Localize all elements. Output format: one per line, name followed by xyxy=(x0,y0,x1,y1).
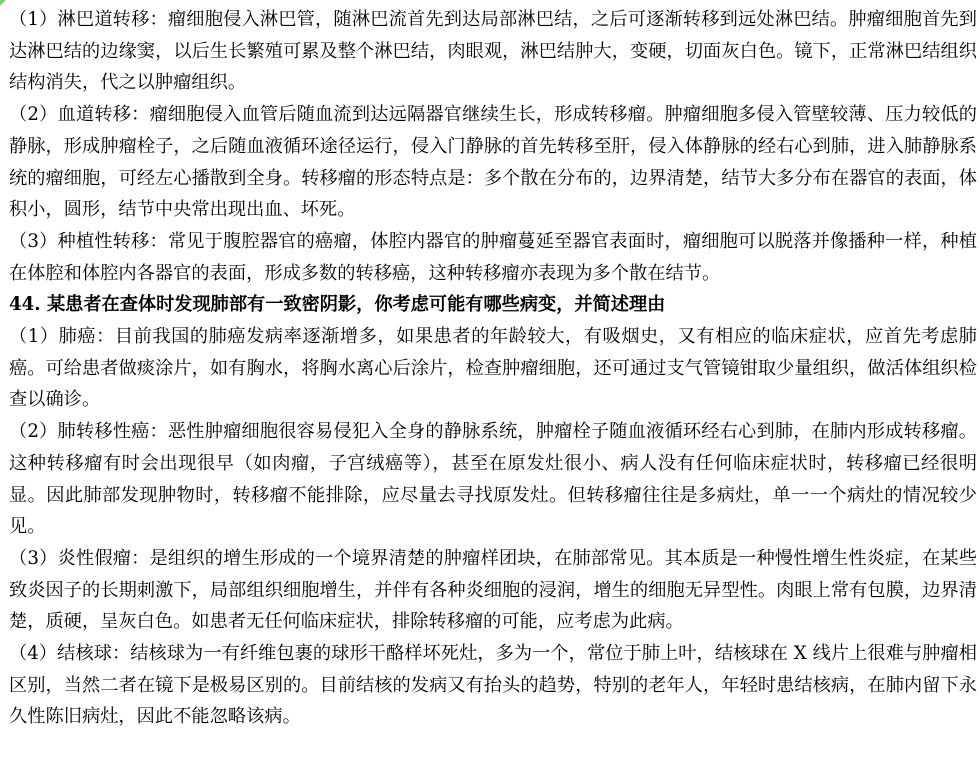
corner-marker xyxy=(0,0,6,6)
paragraph-implantation-metastasis: （3）种植性转移：常见于腹腔器官的癌瘤，体腔内器官的肿瘤蔓延至器官表面时，瘤细胞可以脱落并像播种一样，种植在体腔和体腔内各器官的表面，形成多数的转移癌，这种转移瘤亦表现为多个散在结节。 xyxy=(9,230,977,284)
answer-tuberculoma: （4）结核球：结核球为一有纤维包裹的球形干酪样坏死灶，多为一个，常位于肺上叶，结核球在 X 线片上很难与肿瘤相区别，当然二者在镜下是极易区别的。目前结核的发病又有抬头的趋势，特别的老年人，年轻时患结核病，在肺内留下永久性陈旧病灶，因此不能忽略该病。 xyxy=(9,643,977,728)
answer-metastatic-lung-cancer: （2）肺转移性癌：恶性肿瘤细胞很容易侵犯入全身的静脉系统，肿瘤栓子随血液循环经右心到肺，在肺内形成转移瘤。这种转移瘤有时会出现很早（如肉瘤，子宫绒癌等），甚至在原发灶很小、病人没有任何临床症状时，转移瘤已经很明显。因此肺部发现肿物时，转移瘤不能排除，应尽量去寻找原发灶。但转移瘤往往是多病灶，单一一个病灶的情况较少见。 xyxy=(9,421,977,538)
paragraph-hematogenous-metastasis: （2）血道转移：瘤细胞侵入血管后随血流到达远隔器官继续生长，形成转移瘤。肿瘤细胞多侵入管壁较薄、压力较低的静脉，形成肿瘤栓子，之后随血液循环途径运行，侵入门静脉的首先转移至肝，侵入体静脉的经右心到肺，进入肺静脉系统的瘤细胞，可经左心播散到全身。转移瘤的形态特点是：多个散在分布的，边界清楚，结节大多分布在器官的表面，体积小，圆形，结节中央常出现出血、坏死。 xyxy=(9,104,977,221)
question-44-heading: 44. 某患者在查体时发现肺部有一致密阴影，你考虑可能有哪些病变，并简述理由 xyxy=(9,294,666,316)
answer-inflammatory-pseudotumor: （3）炎性假瘤：是组织的增生形成的一个境界清楚的肿瘤样团块，在肺部常见。其本质是一种慢性增生性炎症，在某些致炎因子的长期刺激下，局部组织细胞增生，并伴有各种炎细胞的浸润，增生的细胞无异型性。肉眼上常有包膜，边界清楚，质硬，呈灰白色。如患者无任何临床症状，排除转移瘤的可能，应考虑为此病。 xyxy=(9,547,977,633)
paragraph-lymphatic-metastasis: （1）淋巴道转移：瘤细胞侵入淋巴管，随淋巴流首先到达局部淋巴结，之后可逐渐转移到远处淋巴结。肿瘤细胞首先到达淋巴结的边缘窦，以后生长繁殖可累及整个淋巴结，肉眼观，淋巴结肿大，变硬，切面灰白色。镜下，正常淋巴结组织结构消失，代之以肿瘤组织。 xyxy=(9,9,977,94)
answer-lung-cancer: （1）肺癌：目前我国的肺癌发病率逐渐增多，如果患者的年龄较大，有吸烟史，又有相应的临床症状，应首先考虑肺癌。可给患者做痰涂片，如有胸水，将胸水离心后涂片，检查肿瘤细胞，还可通过支气管镜钳取少量组织，做活体组织检查以确诊。 xyxy=(9,326,977,411)
document-body xyxy=(9,4,977,733)
